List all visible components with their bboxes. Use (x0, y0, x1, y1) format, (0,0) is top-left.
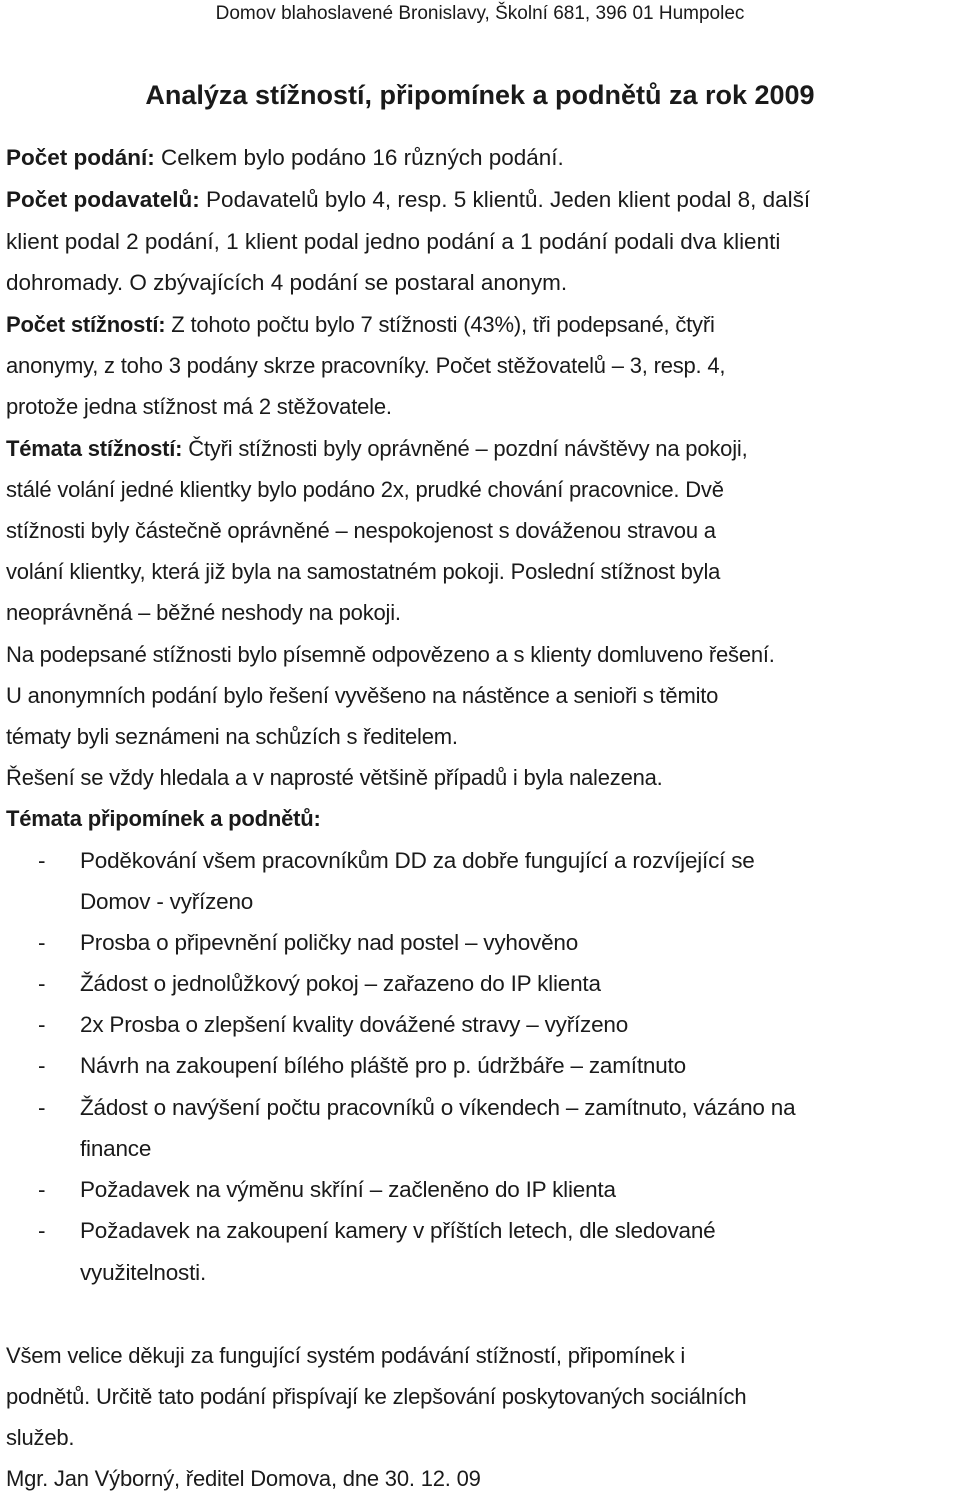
page-header: Domov blahoslavené Bronislavy, Školní 681, 396 01 Humpolec (215, 3, 745, 24)
temata-stiznosti-line-3: stížnosti byly částečně oprávněné – nespokojenost s dováženou stravou a (6, 518, 716, 543)
list-dash: - (38, 1177, 46, 1202)
podavatele-line-3: dohromady. O zbývajících 4 podání se postaral anonym. (6, 270, 568, 295)
podavatele-label: Počet podavatelů: (6, 187, 200, 212)
dekuji-line-2: podnětů. Určitě tato podání přispívají ke zlepšování poskytovaných sociálních (6, 1384, 747, 1409)
temata-stiznosti-line-5: neoprávněná – běžné neshody na pokoji. (6, 600, 401, 625)
list-dash: - (38, 1012, 46, 1037)
podani-text: Celkem bylo podáno 16 různých podání. (154, 145, 564, 170)
list-item-1-line-1: Poděkování všem pracovníkům DD za dobře fungující a rozvíjející se (80, 848, 755, 873)
list-item-5: Návrh na zakoupení bílého pláště pro p. údržbáře – zamítnuto (80, 1053, 686, 1078)
stiznosti-line-3: protože jedna stížnost má 2 stěžovatele. (6, 394, 392, 419)
podani-label: Počet podání: (6, 145, 155, 170)
temata-stiznosti-line-2: stálé volání jedné klientky bylo podáno 2x, prudké chování pracovnice. Dvě (6, 477, 724, 502)
podavatele-line-2: klient podal 2 podání, 1 klient podal jedno podání a 1 podání podali dva klienti (6, 229, 781, 254)
dekuji-line-1: Všem velice děkuji za fungující systém podávání stížností, připomínek i (6, 1343, 686, 1368)
list-dash: - (38, 1095, 46, 1120)
reseni-paragraph: Řešení se vždy hledala a v naprosté většině případů i byla nalezena. (6, 765, 663, 790)
temata-pripominek-label: Témata připomínek a podnětů: (6, 806, 321, 831)
podavatele-text-1: Podavatelů bylo 4, resp. 5 klientů. Jeden klient podal 8, další (199, 187, 811, 212)
list-item-7: Požadavek na výměnu skříní – začleněno do IP klienta (80, 1177, 616, 1202)
document-title: Analýza stížností, připomínek a podnětů za rok 2009 (145, 80, 815, 110)
list-dash: - (38, 1218, 46, 1243)
list-item-6-line-1: Žádost o navýšení počtu pracovníků o víkendech – zamítnuto, vázáno na (80, 1095, 796, 1120)
temata-stiznosti-line-4: volání klientky, která již byla na samostatném pokoji. Poslední stížnost byla (6, 559, 721, 584)
stiznosti-label: Počet stížností: (6, 312, 166, 337)
signature-line: Mgr. Jan Výborný, ředitel Domova, dne 30. 12. 09 (6, 1466, 481, 1491)
list-dash: - (38, 848, 46, 873)
list-item-6-line-2: finance (80, 1136, 152, 1161)
anonymni-line-1: U anonymních podání bylo řešení vyvěšeno na nástěnce a senioři s těmito (6, 683, 719, 708)
list-item-4: 2x Prosba o zlepšení kvality dovážené stravy – vyřízeno (80, 1012, 629, 1037)
list-dash: - (38, 1053, 46, 1078)
temata-stiznosti-text-1: Čtyři stížnosti byly oprávněné – pozdní návštěvy na pokoji, (182, 436, 748, 461)
list-dash: - (38, 930, 46, 955)
list-item-1-line-2: Domov - vyřízeno (80, 889, 254, 914)
dekuji-line-3: služeb. (6, 1425, 75, 1450)
stiznosti-text-1: Z tohoto počtu bylo 7 stížnosti (43%), tři podepsané, čtyři (165, 312, 715, 337)
anonymni-line-2: tématy byli seznámeni na schůzích s ředitelem. (6, 724, 458, 749)
list-item-3: Žádost o jednolůžkový pokoj – zařazeno do IP klienta (80, 971, 601, 996)
list-item-8-line-1: Požadavek na zakoupení kamery v příštích letech, dle sledované (80, 1218, 716, 1243)
temata-stiznosti-label: Témata stížností: (6, 436, 183, 461)
odpoved-paragraph: Na podepsané stížnosti bylo písemně odpovězeno a s klienty domluveno řešení. (6, 642, 775, 667)
list-dash: - (38, 971, 46, 996)
stiznosti-line-2: anonymy, z toho 3 podány skrze pracovníky. Počet stěžovatelů – 3, resp. 4, (6, 353, 726, 378)
podavatele-line-1 (6, 185, 956, 215)
list-item-2: Prosba o připevnění poličky nad postel – vyhověno (80, 930, 579, 955)
list-item-8-line-2: využitelnosti. (80, 1260, 207, 1285)
podani-paragraph (6, 143, 956, 173)
temata-stiznosti-line-1 (6, 434, 956, 464)
stiznosti-line-1 (6, 310, 956, 340)
